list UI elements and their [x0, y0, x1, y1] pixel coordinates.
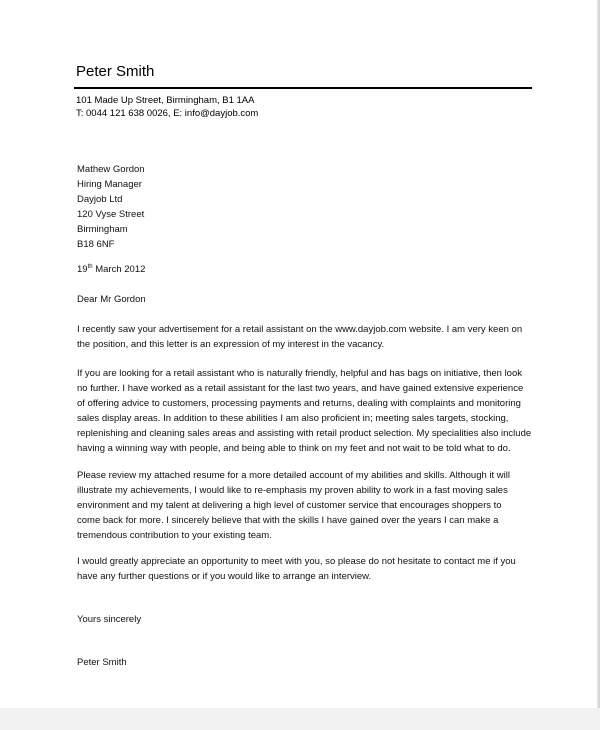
- paragraph-line: no further. I have worked as a retail assistant for the last two years, and have gained extensive experience: [77, 383, 524, 394]
- recipient-address: [77, 162, 537, 252]
- paragraph-line: I recently saw your advertisement for a retail assistant on the www.dayjob.com website. I am very keen on: [77, 324, 523, 335]
- recipient-city: Birmingham: [77, 224, 128, 235]
- recipient-street: 120 Vyse Street: [77, 209, 145, 220]
- paragraph-line: illustrate my achievements, I would like to re-emphasis my proven ability to work in a fast moving sales: [77, 485, 508, 496]
- recipient-name: Mathew Gordon: [77, 164, 145, 175]
- recipient-title: Hiring Manager: [77, 179, 142, 190]
- paragraph-line: of offering advice to customers, processing payments and returns, dealing with complaints and monitoring: [77, 398, 521, 409]
- paragraph-line: If you are looking for a retail assistant who is naturally friendly, helpful and has bags on initiative, then look: [77, 368, 522, 379]
- signature: Peter Smith: [77, 657, 127, 668]
- sender-name: Peter Smith: [76, 63, 155, 80]
- paragraph-line: tremendous contribution to your existing team.: [77, 530, 272, 541]
- page-bottom-shade: [0, 708, 600, 730]
- recipient-postcode: B18 6NF: [77, 239, 115, 250]
- paragraph-line: replenishing and cleaning sales areas and assisting with retail product selection. My specialities also include: [77, 428, 532, 439]
- recipient-company: Dayjob Ltd: [77, 194, 123, 205]
- paragraph-line: have any further questions or if you would like to arrange an interview.: [77, 571, 372, 582]
- header-divider: [74, 87, 532, 89]
- paragraph-line: having a winning way with people, and being able to think on my feet and not wait to be told what to do.: [77, 443, 511, 454]
- paragraph-line: the position, and this letter is an expression of my interest in the vacancy.: [77, 339, 385, 350]
- body-paragraph-1: [77, 322, 537, 352]
- closing: Yours sincerely: [77, 614, 142, 625]
- sender-contact: T: 0044 121 638 0026, E: info@dayjob.com: [76, 108, 259, 119]
- date-suffix: th: [87, 263, 93, 270]
- body-paragraph-4: [77, 554, 537, 584]
- body-paragraph-3: [77, 468, 537, 543]
- paragraph-line: come back for more. I sincerely believe that with the skills I have gained over the years I can make a: [77, 515, 499, 526]
- date-month-year: March 2012: [92, 264, 146, 275]
- paragraph-line: sales display areas. In addition to these abilities I am also proficient in; meeting sales targets, stocking,: [77, 413, 509, 424]
- paragraph-line: environment and my talent at delivering a high level of customer service that encourages shoppers to: [77, 500, 502, 511]
- date-day: 19: [77, 264, 88, 275]
- paragraph-line: I would greatly appreciate an opportunity to meet with you, so please do not hesitate to contact me if you: [77, 556, 516, 567]
- letter-date: [77, 262, 537, 277]
- salutation: Dear Mr Gordon: [77, 294, 146, 305]
- paragraph-line: Please review my attached resume for a more detailed account of my abilities and skills. Although it will: [77, 470, 510, 481]
- sender-address: 101 Made Up Street, Birmingham, B1 1AA: [76, 95, 255, 106]
- body-paragraph-2: [77, 366, 537, 456]
